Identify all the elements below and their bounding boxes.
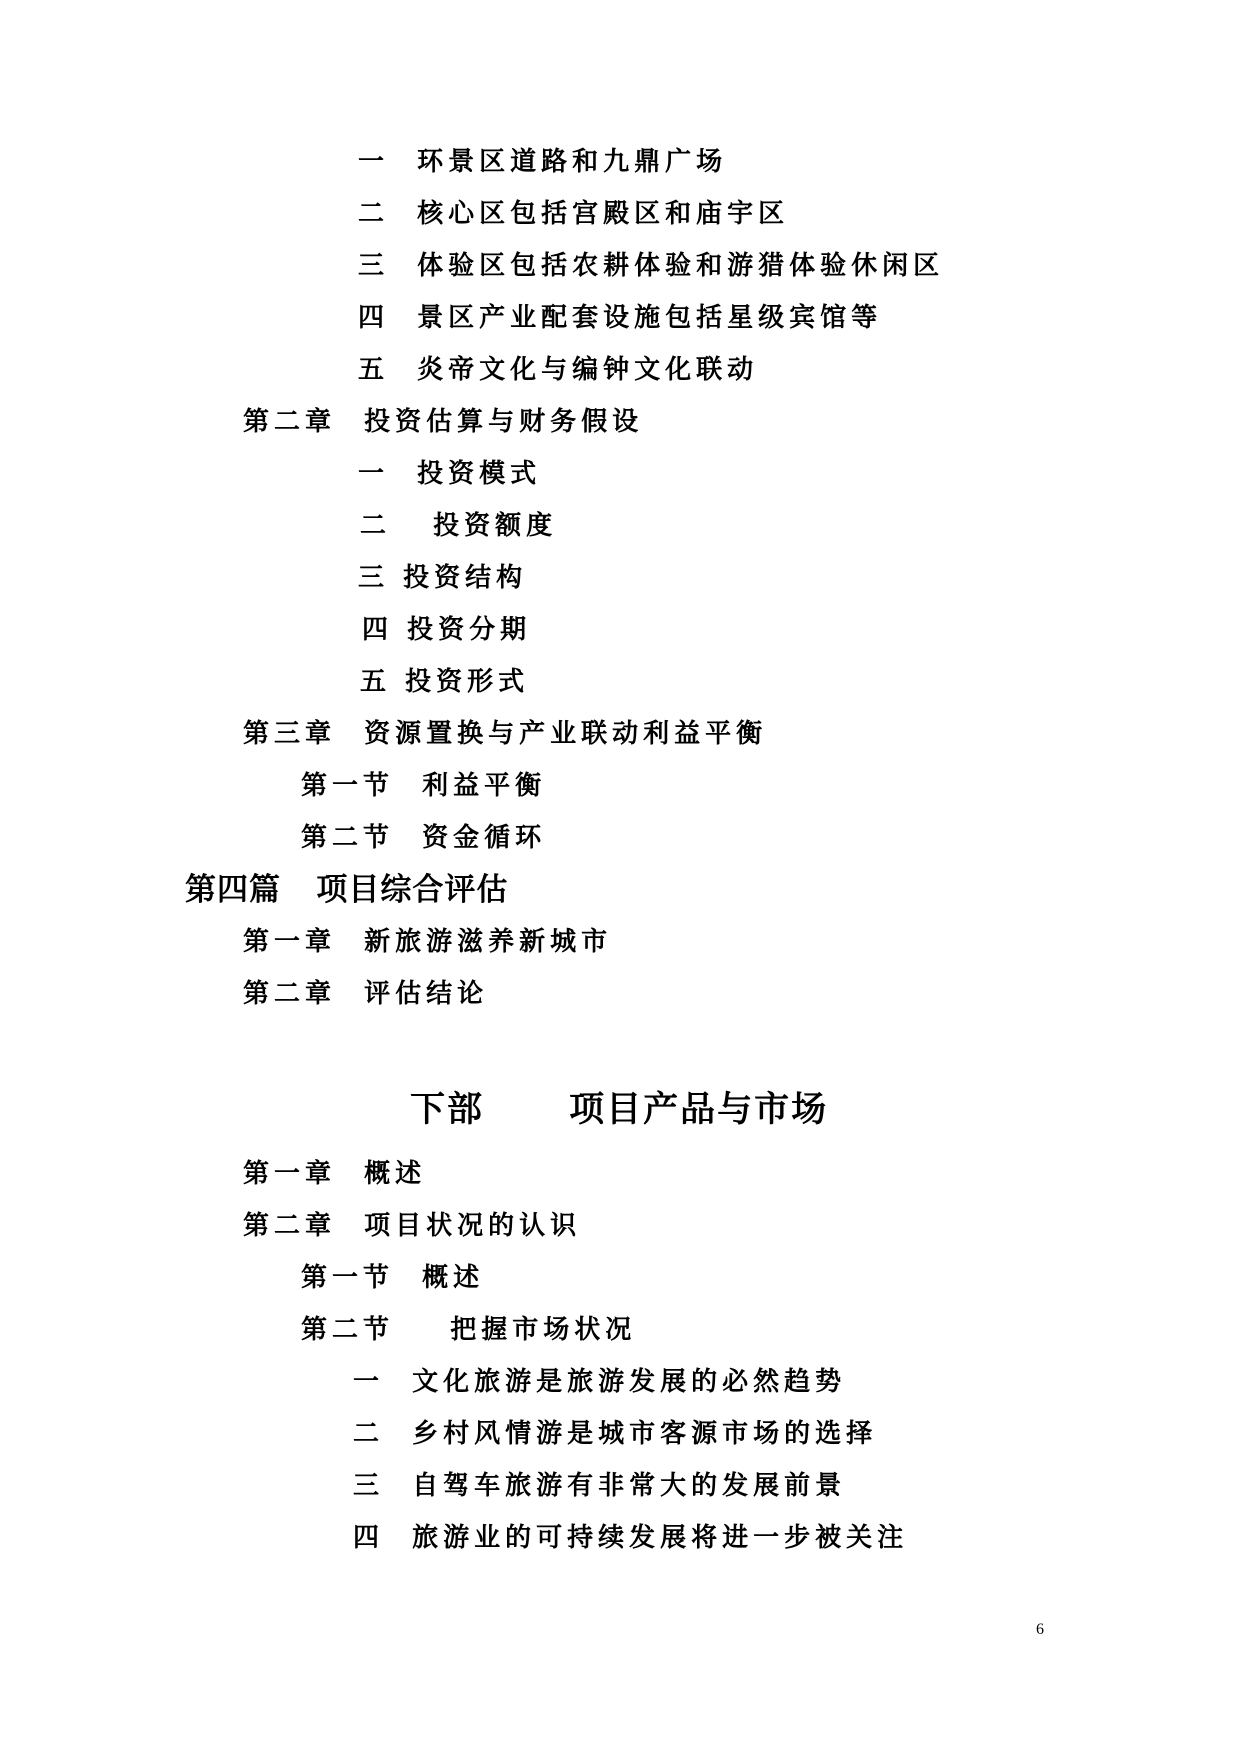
toc-item: [360, 666, 529, 698]
page-number: 6: [1036, 1621, 1044, 1638]
toc-chapter-number: 第二章: [243, 407, 337, 437]
toc-chapter-number: 第一章: [243, 1159, 337, 1189]
toc-part-text: 项目综合评估: [316, 872, 509, 908]
toc-item-text: 环景区道路和九鼎广场: [417, 147, 728, 177]
toc-item-number: 三: [358, 563, 390, 593]
toc-item-text: 核心区包括宫殿区和庙宇区: [417, 199, 790, 229]
toc-item-number: 四: [353, 1523, 385, 1553]
toc-item-text: 投资形式: [405, 667, 530, 697]
toc-item-text: 投资分期: [407, 615, 532, 645]
toc-item-number: 一: [353, 1367, 385, 1397]
toc-lower-part-text: 项目产品与市场: [569, 1090, 829, 1130]
toc-chapter-number: 第二章: [243, 1211, 337, 1241]
toc-item: [358, 146, 727, 178]
toc-item-text: 乡村风情游是城市客源市场的选择: [412, 1419, 878, 1449]
toc-item-number: 二: [358, 199, 390, 229]
toc-section: [301, 1314, 636, 1346]
toc-item-number: 四: [362, 615, 394, 645]
toc-item-number: 四: [358, 303, 390, 333]
toc-lower-part-number: 下部: [410, 1090, 485, 1130]
toc-item: [358, 250, 944, 282]
toc-chapter: [243, 1210, 581, 1242]
toc-chapter-title: 资源置换与产业联动利益平衡: [364, 719, 768, 749]
toc-item-text: 自驾车旅游有非常大的发展前景: [412, 1471, 847, 1501]
toc-item: [358, 198, 789, 230]
toc-item: [358, 458, 541, 490]
toc-chapter-number: 第三章: [243, 719, 337, 749]
toc-item-number: 一: [358, 459, 390, 489]
toc-item-text: 投资模式: [417, 459, 542, 489]
toc-item-text: 投资结构: [403, 563, 528, 593]
toc-item-text: 炎帝文化与编钟文化联动: [417, 355, 759, 385]
toc-item: [353, 1366, 846, 1398]
toc-chapter-title: 评估结论: [364, 979, 489, 1009]
toc-item: [358, 354, 758, 386]
toc-section: [301, 822, 546, 854]
toc-chapter-title: 新旅游滋养新城市: [364, 927, 613, 957]
toc-chapter: [243, 1158, 426, 1190]
toc-chapter-number: 第二章: [243, 979, 337, 1009]
toc-item-number: 五: [360, 667, 392, 697]
toc-chapter-title: 概述: [364, 1159, 427, 1189]
toc-item: [362, 614, 531, 646]
toc-chapter: [243, 926, 612, 958]
toc-item: [358, 562, 527, 594]
toc-chapter: [243, 718, 767, 750]
toc-part-title: [185, 870, 508, 910]
toc-item: [353, 1522, 908, 1554]
toc-chapter: [243, 978, 488, 1010]
toc-item-text: 旅游业的可持续发展将进一步被关注: [412, 1523, 909, 1553]
toc-item: [358, 302, 882, 334]
toc-item: [353, 1470, 846, 1502]
toc-section-title: 资金循环: [422, 823, 547, 853]
toc-section-number: 第一节: [301, 771, 395, 801]
toc-chapter: [243, 406, 643, 438]
toc-item: [360, 510, 557, 542]
toc-item: [353, 1418, 877, 1450]
toc-section: [301, 1262, 484, 1294]
toc-item-number: 三: [353, 1471, 385, 1501]
toc-section-number: 第二节: [301, 1315, 395, 1345]
toc-section-title: 概述: [422, 1263, 485, 1293]
toc-item-text: 体验区包括农耕体验和游猎体验休闲区: [417, 251, 945, 281]
toc-item-number: 五: [358, 355, 390, 385]
toc-item-text: 景区产业配套设施包括星级宾馆等: [417, 303, 883, 333]
toc-item-text: 文化旅游是旅游发展的必然趋势: [412, 1367, 847, 1397]
toc-item-text: 投资额度: [433, 511, 558, 541]
toc-chapter-title: 项目状况的认识: [364, 1211, 582, 1241]
toc-section-title: 利益平衡: [422, 771, 547, 801]
toc-section-number: 第二节: [301, 823, 395, 853]
toc-part-number: 第四篇: [185, 872, 281, 908]
toc-lower-part-title: [410, 1088, 828, 1132]
toc-item-number: 三: [358, 251, 390, 281]
toc-item-number: 二: [353, 1419, 385, 1449]
toc-chapter-number: 第一章: [243, 927, 337, 957]
toc-section-title: 把握市场状况: [450, 1315, 637, 1345]
toc-section-number: 第一节: [301, 1263, 395, 1293]
toc-chapter-title: 投资估算与财务假设: [364, 407, 644, 437]
toc-item-number: 一: [358, 147, 390, 177]
toc-item-number: 二: [360, 511, 392, 541]
toc-section: [301, 770, 546, 802]
